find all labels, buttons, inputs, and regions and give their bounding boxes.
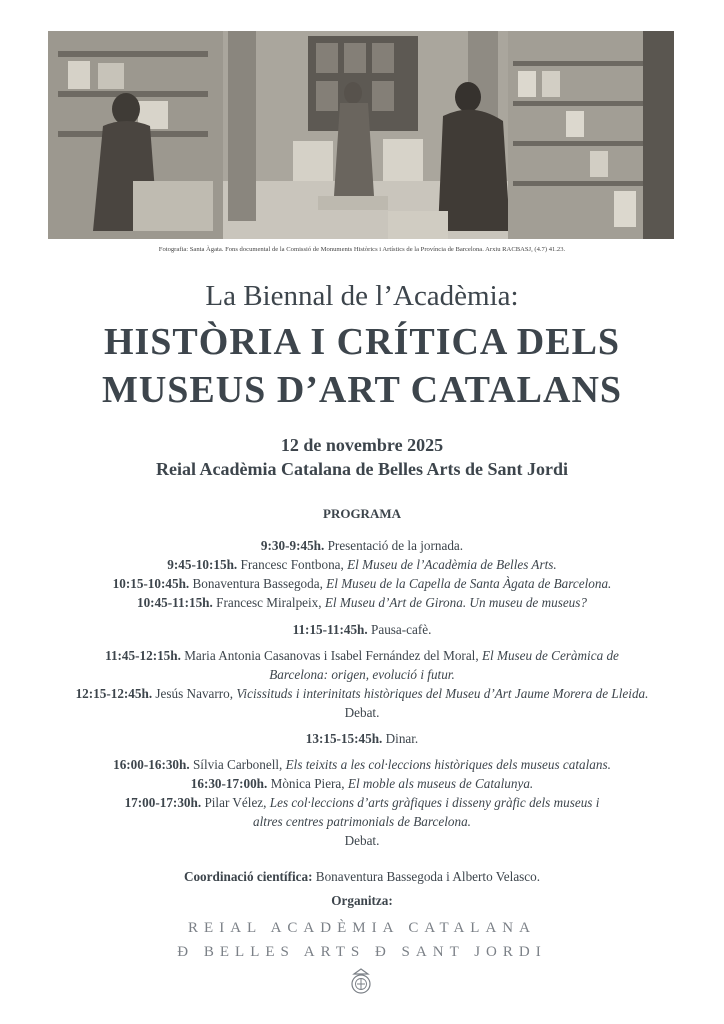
header-photo: [48, 31, 674, 239]
event-series-title: La Biennal de l’Acadèmia:: [205, 280, 519, 312]
program-line: 17:00-17:30h. Pilar Vélez, Les col·leccions d’arts gràfiques i disseny gràfic dels museus i: [124, 795, 600, 810]
academy-logo-line-2: Ð BELLES ARTS Ð SANT JORDI: [177, 944, 547, 960]
program-line: 10:45-11:15h. Francesc Miralpeix, El Museu d’Art de Girona. Un museu de museus?: [136, 595, 588, 610]
scientific-coordination: Coordinació científica: Bonaventura Bassegoda i Alberto Velasco.: [183, 869, 541, 884]
event-date: 12 de novembre 2025: [280, 435, 444, 455]
program-line: Debat.: [344, 705, 380, 720]
program-line: 10:15-10:45h. Bonaventura Bassegoda, El Museu de la Capella de Santa Àgata de Barcelona.: [112, 576, 612, 591]
program-line: 9:45-10:15h. Francesc Fontbona, El Museu de l’Acadèmia de Belles Arts.: [167, 557, 557, 572]
museum-photo-illustration: [48, 31, 674, 239]
program-line: Debat.: [344, 833, 380, 848]
photo-caption: Fotografia: Santa Àgata. Fons documental de la Comissió de Monuments Històrics i Artístics de la Província de Barcelona. Arxiu RACBASJ, (4.7) 41.23.: [158, 246, 566, 253]
organizer-heading: Organitza:: [331, 893, 393, 908]
program-line: 16:30-17:00h. Mònica Piera, El moble als museus de Catalunya.: [190, 776, 534, 791]
program-line: 16:00-16:30h. Sílvia Carbonell, Els teixits a les col·leccions històriques dels museus catalans.: [113, 757, 611, 772]
program-line: 12:15-12:45h. Jesús Navarro, Vicissituds i interinitats històriques del Museu d’Art Jaume Morera de Lleida.: [75, 686, 649, 701]
event-venue: Reial Acadèmia Catalana de Belles Arts de Sant Jordi: [156, 459, 568, 479]
program-line: 11:15-11:45h. Pausa-cafè.: [292, 622, 432, 637]
academy-seal-icon: [349, 966, 373, 996]
event-title-line-2: MUSEUS D’ART CATALANS: [101, 369, 623, 411]
program-line: Barcelona: origen, evolució i futur.: [269, 667, 455, 682]
program-line: altres centres patrimonials de Barcelona.: [253, 814, 471, 829]
academy-logo-line-1: REIAL ACADÈMIA CATALANA: [188, 920, 536, 936]
program-line: 11:45-12:15h. Maria Antonia Casanovas i Isabel Fernández del Moral, El Museu de Ceràmica de: [105, 648, 619, 663]
program-heading: PROGRAMA: [323, 506, 401, 521]
program-line: 9:30-9:45h. Presentació de la jornada.: [260, 538, 464, 553]
event-title-line-1: HISTÒRIA I CRÍTICA DELS: [103, 321, 621, 363]
program-line: 13:15-15:45h. Dinar.: [305, 731, 419, 746]
